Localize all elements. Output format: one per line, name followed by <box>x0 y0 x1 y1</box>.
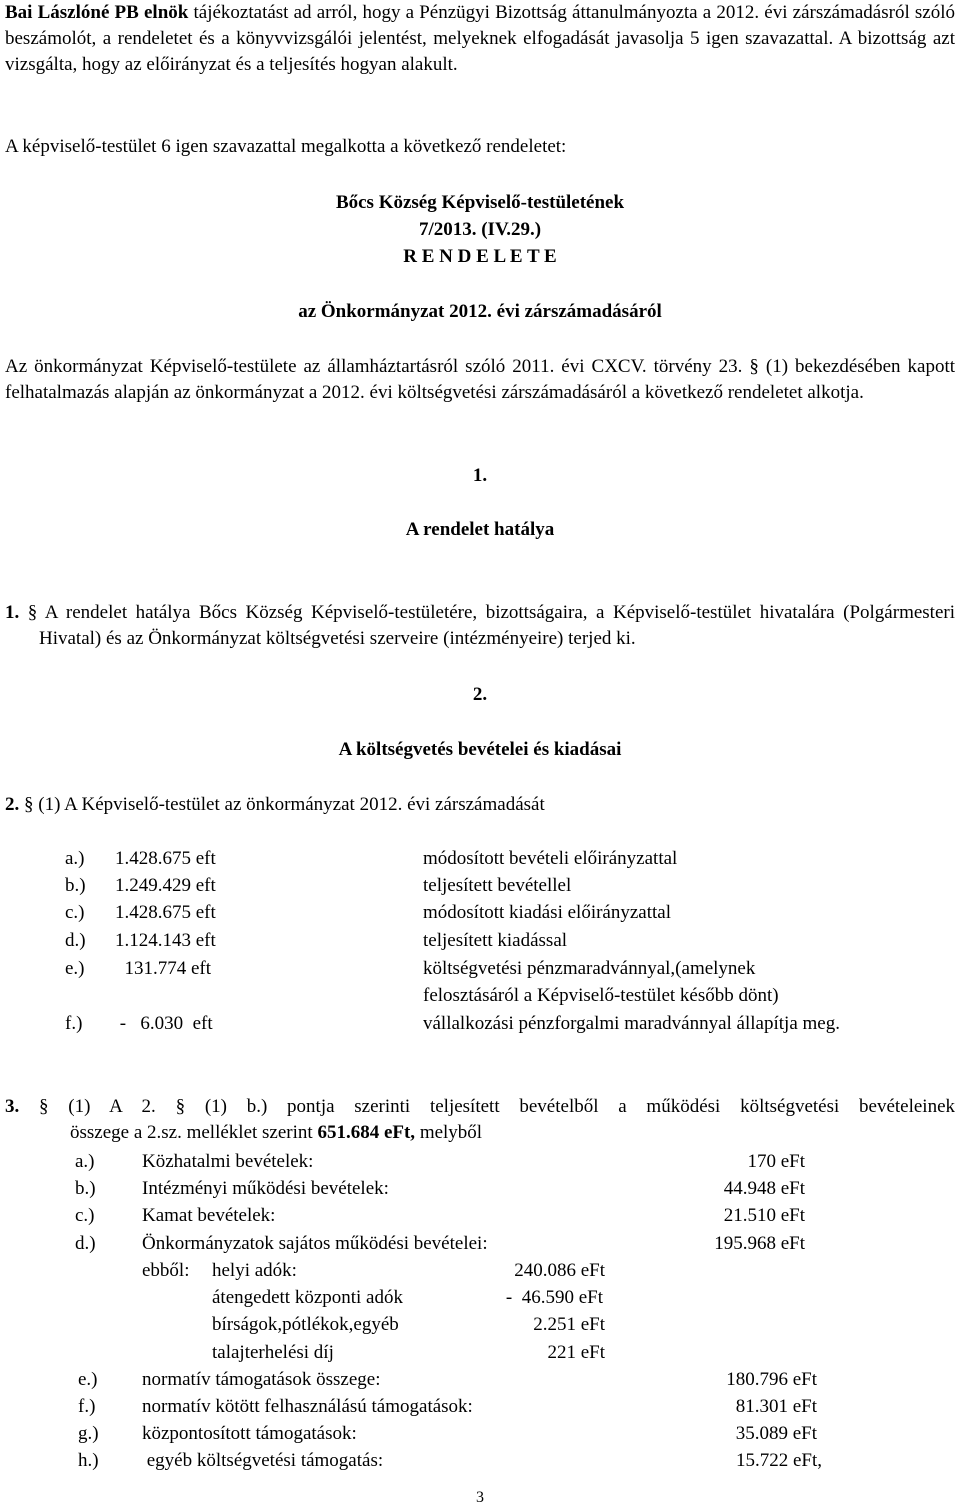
sub-items-prefix: ebből: <box>142 1260 190 1281</box>
sub-item-desc: helyi adók: <box>212 1260 297 1281</box>
section-1-number: 1. <box>472 465 488 486</box>
paragraph-3-line2-c: melyből <box>415 1122 483 1143</box>
revenue-item-amount: 81.301 eFt <box>735 1396 817 1417</box>
revenue-item-desc: normatív kötött felhasználású támogatások: <box>142 1396 473 1417</box>
revenue-item-amount: 35.089 eFt <box>735 1423 817 1444</box>
section-2-number: 2. <box>472 684 488 705</box>
list-item-amount: 1.428.675 eft <box>115 902 216 923</box>
section-symbol: § <box>19 1096 49 1117</box>
intro-paragraph <box>5 0 955 78</box>
paragraph-3-number: 3. <box>5 1096 20 1117</box>
revenue-item-label: h.) <box>78 1450 99 1471</box>
decree-issuer: Bőcs Község Képviselő-testületének <box>335 192 625 213</box>
section-2-paragraph <box>5 792 955 818</box>
paragraph-2-number: 2. <box>5 794 20 815</box>
list-item-amount: 131.774 eft <box>115 958 212 979</box>
list-item-label: a.) <box>65 848 85 869</box>
list-item-label: d.) <box>65 930 86 951</box>
list-item-amount: 1.428.675 eft <box>115 848 216 869</box>
revenue-item-label: d.) <box>75 1233 96 1254</box>
sub-item-desc: átengedett központi adók <box>212 1287 403 1308</box>
revenue-item-desc: egyéb költségvetési támogatás: <box>142 1450 384 1471</box>
revenue-item-desc: Önkormányzatok sajátos működési bevételei: <box>142 1233 488 1254</box>
list-item-desc: költségvetési pénzmaradvánnyal,(amelynek <box>423 958 756 979</box>
list-item-label: f.) <box>65 1013 83 1034</box>
sub-item-amount: 240.086 eFt <box>514 1260 605 1281</box>
section-2-title: A költségvetés bevételei és kiadásai <box>338 739 622 760</box>
list-item-desc-continued: felosztásáról a Képviselő-testület később dönt) <box>423 985 779 1006</box>
list-item-desc: módosított bevételi előirányzattal <box>423 848 678 869</box>
decree-title: R E N D E L E T E <box>403 246 557 267</box>
list-item-label: b.) <box>65 875 86 896</box>
sub-item-amount: 2.251 eFt <box>533 1314 605 1335</box>
revenue-item-amount: 180.796 eFt <box>726 1369 817 1390</box>
revenue-item-amount: 44.948 eFt <box>723 1178 805 1199</box>
paragraph-3-text-b: (1) b.) pontja szerinti teljesített bevételből a működési költségvetési bevételeinek <box>185 1096 956 1117</box>
revenue-item-desc: normatív támogatások összege: <box>142 1369 381 1390</box>
revenue-item-desc: Közhatalmi bevételek: <box>142 1151 314 1172</box>
revenue-item-amount: 170 eFt <box>747 1151 805 1172</box>
paragraph-3-text-a: (1) A 2. <box>48 1096 176 1117</box>
preamble-paragraph: Az önkormányzat Képviselő-testülete az államháztartásról szóló 2011. évi CXCV. törvény 23. § (1) bekezdésében kapott felhatalmazás alapján az önkormányzat a 2012. évi költségvetési zárszámadásáról a következő rendeletet alkotja. <box>5 356 955 403</box>
revenue-item-label: e.) <box>78 1369 98 1390</box>
section-symbol: § <box>175 1096 186 1117</box>
revenue-item-label: b.) <box>75 1178 96 1199</box>
list-item-desc: teljesített bevétellel <box>423 875 572 896</box>
list-item-amount: 1.124.143 eft <box>115 930 216 951</box>
revenue-item-label: c.) <box>75 1205 95 1226</box>
revenue-item-amount: 21.510 eFt <box>723 1205 805 1226</box>
paragraph-3-line2-a: összege a 2.sz. melléklet szerint <box>70 1122 318 1143</box>
decree-number: 7/2013. (IV.29.) <box>418 219 542 240</box>
section-1-title: A rendelet hatálya <box>405 519 555 540</box>
section-symbol: § <box>19 602 38 623</box>
section-3-paragraph <box>5 1094 955 1146</box>
sub-item-desc: bírságok,pótlékok,egyéb <box>212 1314 399 1335</box>
revenue-item-desc: központosított támogatások: <box>142 1423 357 1444</box>
section-symbol: § <box>19 794 34 815</box>
list-item-desc: módosított kiadási előirányzattal <box>423 902 671 923</box>
sub-item-amount: - 46.590 eFt <box>505 1287 603 1308</box>
revenue-item-label: a.) <box>75 1151 95 1172</box>
list-item-desc: teljesített kiadással <box>423 930 568 951</box>
revenue-item-desc: Intézményi működési bevételek: <box>142 1178 389 1199</box>
sub-item-desc: talajterhelési díj <box>212 1342 334 1363</box>
list-item-amount: - 6.030 eft <box>115 1013 213 1034</box>
list-item-amount: 1.249.429 eft <box>115 875 216 896</box>
intro-text: tájékoztatást ad arról, hogy a Pénzügyi Bizottság áttanulmányozta a 2012. évi zárszámadásról szóló beszámolót, a rendeletet és a könyvvizsgálói jelentést, melyeknek elfogadását javasolja 5 igen szavazattal. A bizottság azt vizsgálta, hogy az előirányzat és a teljesítés hogyan alakult. <box>5 2 956 75</box>
vote-statement: A képviselő-testület 6 igen szavazattal megalkotta a következő rendeletet: <box>5 136 567 157</box>
list-item-label: c.) <box>65 902 85 923</box>
paragraph-1-text: A rendelet hatálya Bőcs Község Képviselő-testületére, bizottságaira, a Képviselő-testület hivatalára (Polgármesteri Hivatal) és az Önkormányzat költségvetési szerveire (intézményeire) terjed ki. <box>37 602 955 649</box>
decree-subject: az Önkormányzat 2012. évi zárszámadásáról <box>298 301 662 322</box>
operating-revenue-total: 651.684 eFt, <box>317 1122 416 1143</box>
revenue-item-desc: Kamat bevételek: <box>142 1205 276 1226</box>
list-item-desc: vállalkozási pénzforgalmi maradvánnyal állapítja meg. <box>423 1013 840 1034</box>
paragraph-1-number: 1. <box>5 602 20 623</box>
speaker-name: Bai Lászlóné PB elnök <box>5 2 189 23</box>
page-number: 3 <box>476 1489 484 1506</box>
paragraph-2-text: (1) A Képviselő-testület az önkormányzat 2012. évi zárszámadását <box>33 794 545 815</box>
revenue-item-label: g.) <box>78 1423 99 1444</box>
list-item-label: e.) <box>65 958 85 979</box>
revenue-item-amount: 15.722 eFt, <box>735 1450 822 1471</box>
section-1-paragraph <box>5 600 955 652</box>
sub-item-amount: 221 eFt <box>547 1342 605 1363</box>
revenue-item-label: f.) <box>78 1396 96 1417</box>
revenue-item-amount: 195.968 eFt <box>714 1233 805 1254</box>
